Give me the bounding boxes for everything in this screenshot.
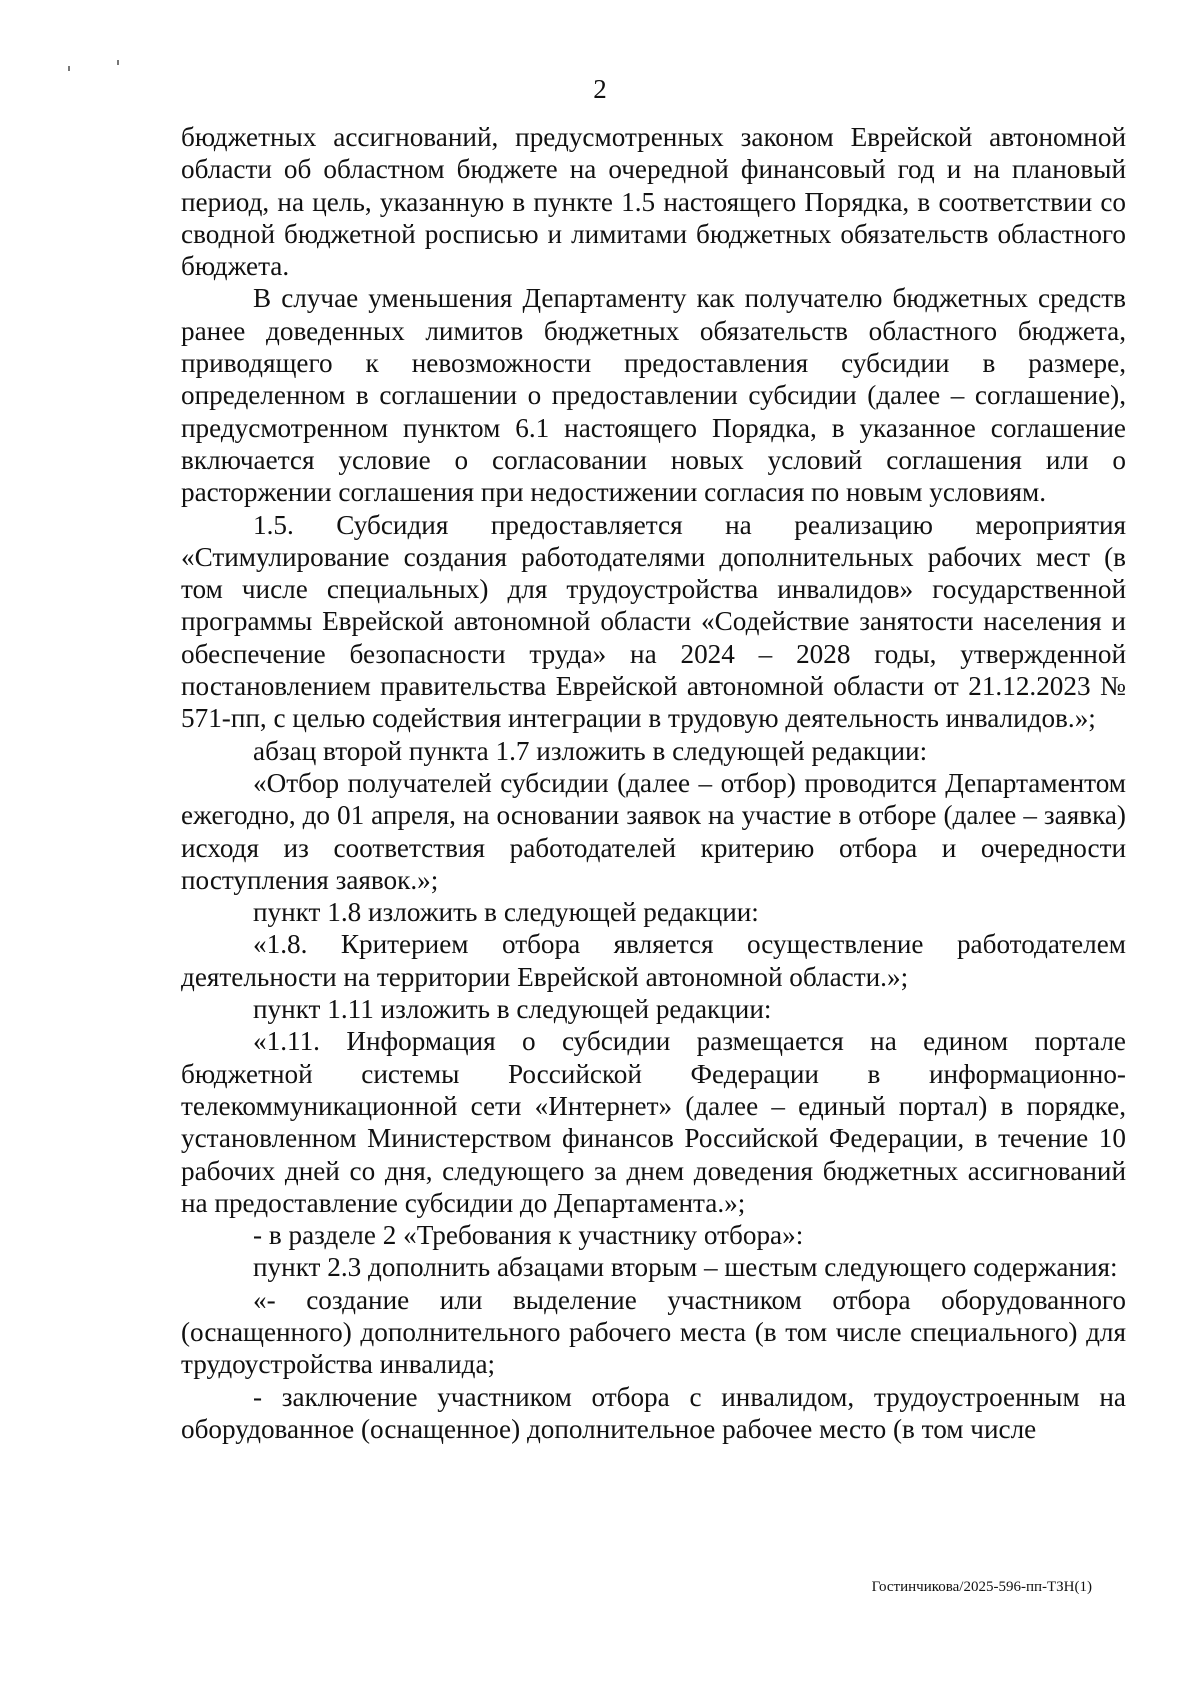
paragraph: «- создание или выделение участником отбора оборудованного (оснащенного) дополнительного рабочего места (в том числе специального) для трудоустройства инвалида; [181,1284,1126,1380]
scan-speck [117,60,119,65]
paragraph: - заключение участником отбора с инвалидом, трудоустроенным на оборудованное (оснащенное) дополнительное рабочее место (в том числе [181,1381,1126,1444]
document-footer-note: Гостинчикова/2025-596-пп-ТЗН(1) [871,1579,1092,1595]
paragraph: пункт 1.11 изложить в следующей редакции: [253,994,772,1025]
paragraph: абзац второй пункта 1.7 изложить в следующей редакции: [253,735,928,766]
paragraph: «1.8. Критерием отбора является осуществление работодателем деятельности на территории Еврейской автономной области.»; [181,929,1126,992]
paragraph: «Отбор получателей субсидии (далее – отбор) проводится Департаментом ежегодно, до 01 апреля, на основании заявок на участие в отборе (далее – заявка) исходя из соответствия работодателей критерию отбора и очередности поступления заявок.»; [181,767,1126,895]
paragraph: пункт 2.3 дополнить абзацами вторым – шестым следующего содержания: [253,1252,1118,1283]
paragraph: бюджетных ассигнований, предусмотренных законом Еврейской автономной области об областном бюджете на очередной финансовый год и на плановый период, на цель, указанную в пункте 1.5 настоящего Порядка, в соответствии со сводной бюджетной росписью и лимитами бюджетных обязательств областного бюджета. [181,122,1126,282]
paragraph: - в разделе 2 «Требования к участнику отбора»: [253,1220,804,1251]
paragraph: В случае уменьшения Департаменту как получателю бюджетных средств ранее доведенных лимитов бюджетных обязательств областного бюджета, приводящего к невозможности предоставления субсидии в размере, определенном в соглашении о предоставлении субсидии (далее – соглашение), предусмотренном пунктом 6.1 настоящего Порядка, в указанное соглашение включается условие о согласовании новых условий соглашения или о расторжении соглашения при недостижении согласия по новым условиям. [181,283,1126,508]
page-number: 2 [593,74,607,104]
scan-speck [68,66,70,71]
paragraph: 1.5. Субсидия предоставляется на реализацию мероприятия «Стимулирование создания работодателями дополнительных рабочих мест (в том числе специальных) для трудоустройства инвалидов» государственной программы Еврейской автономной области «Содействие занятости населения и обеспечение безопасности труда» на 2024 – 2028 годы, утвержденной постановлением правительства Еврейской автономной области от 21.12.2023 № 571-пп, с целью содействия интеграции в трудовую деятельность инвалидов.»; [181,509,1126,734]
paragraph: «1.11. Информация о субсидии размещается на едином портале бюджетной системы Российской Федерации в информационно-телекоммуникационной сети «Интернет» (далее – единый портал) в порядке, установленном Министерством финансов Российской Федерации, в течение 10 рабочих дней со дня, следующего за днем доведения бюджетных ассигнований на предоставление субсидии до Департамента.»; [181,1026,1126,1218]
document-body [181,121,1126,1445]
paragraph: пункт 1.8 изложить в следующей редакции: [253,897,759,928]
